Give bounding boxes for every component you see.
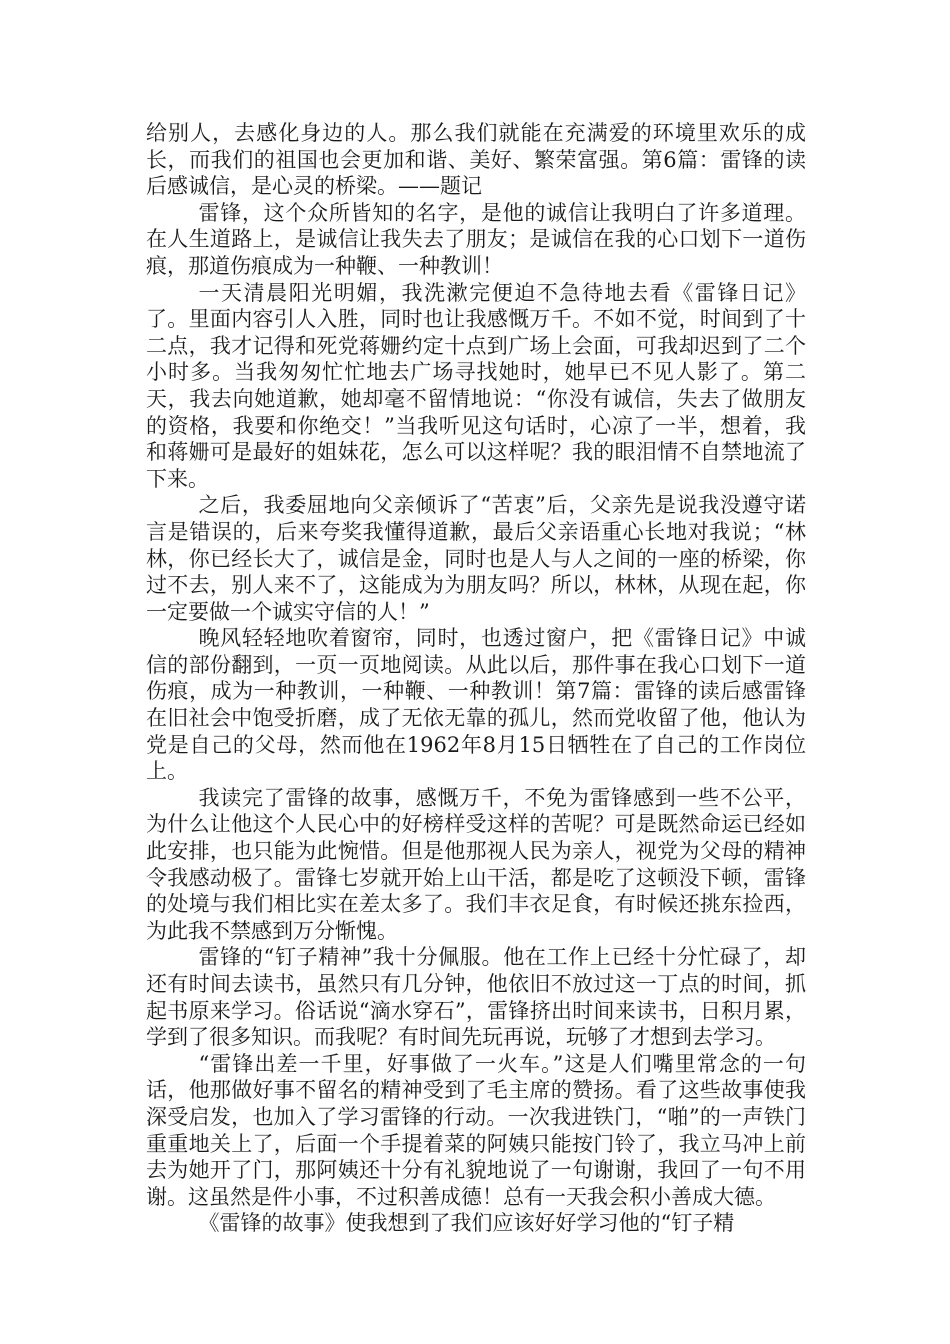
paragraph-continuation: 给别人，去感化身边的人。那么我们就能在充满爱的环境里欢乐的成长，而我们的祖国也会更加和谐、美好、繁荣富强。第6篇：雷锋的读后感诚信，是心灵的桥梁。——题记 — [146, 121, 806, 199]
paragraph: “雷锋出差一千里，好事做了一火车。”这是人们嘴里常念的一句话，他那做好事不留名的精神受到了毛主席的赞扬。看了这些故事使我深受启发，也加入了学习雷锋的行动。一次我进铁门，“啪”的一声铁门重重地关上了，后面一个手提着菜的阿姨只能按门铃了，我立马冲上前去为她开了门，那阿姨还十分有礼貌地说了一句谢谢，我回了一句不用谢。这虽然是件小事，不过积善成德！总有一天我会积小善成大德。 — [146, 1051, 806, 1209]
paragraph: 之后，我委屈地向父亲倾诉了“苦衷”后，父亲先是说我没遵守诺言是错误的，后来夸奖我懂得道歉，最后父亲语重心长地对我说；“林林，你已经长大了，诚信是金，同时也是人与人之间的一座的桥梁，你过不去，别人来不了，这能成为为朋友吗？所以，林林，从现在起，你一定要做一个诚实守信的人！” — [146, 493, 806, 624]
paragraph-truncated: 《雷锋的故事》使我想到了我们应该好好学习他的“钉子精 — [198, 1211, 735, 1236]
paragraph: 一天清晨阳光明媚，我洗漱完便迫不急待地去看《雷锋日记》了。里面内容引人入胜，同时也让我感慨万千。不如不觉，时间到了十二点，我才记得和死党蒋姗约定十点到广场上会面，可我却迟到了二个小时多。当我匆匆忙忙地去广场寻找她时，她早已不见人影了。第二天，我去向她道歉，她却毫不留情地说：“你没有诚信，失去了做朋友的资格，我要和你绝交！”当我听见这句话时，心凉了一半，想着，我和蒋姗可是最好的姐妹花，怎么可以这样呢？我的眼泪情不自禁地流了下来。 — [146, 280, 806, 491]
document-body — [146, 120, 806, 1237]
paragraph: 晚风轻轻地吹着窗帘，同时，也透过窗户，把《雷锋日记》中诚信的部份翻到，一页一页地阅读。从此以后，那件事在我心口划下一道伤痕，成为一种教训，一种鞭、一种教训！第7篇：雷锋的读后感雷锋在旧社会中饱受折磨，成了无依无靠的孤儿，然而党收留了他，他认为党是自己的父母，然而他在1962年8月15日牺牲在了自己的工作岗位上。 — [146, 626, 806, 784]
paragraph: 雷锋，这个众所皆知的名字，是他的诚信让我明白了许多道理。在人生道路上，是诚信让我失去了朋友；是诚信在我的心口划下一道伤痕，那道伤痕成为一种鞭、一种教训！ — [146, 200, 806, 278]
paragraph: 我读完了雷锋的故事，感慨万千，不免为雷锋感到一些不公平，为什么让他这个人民心中的好榜样受这样的苦呢？可是既然命运已经如此安排，也只能为此惋惜。但是他那视人民为亲人，视党为父母的精神令我感动极了。雷锋七岁就开始上山干活，都是吃了这顿没下顿，雷锋的处境与我们相比实在差太多了。我们丰衣足食，有时候还挑东捡西，为此我不禁感到万分惭愧。 — [146, 785, 806, 943]
paragraph: 雷锋的“钉子精神”我十分佩服。他在工作上已经十分忙碌了，却还有时间去读书，虽然只有几分钟，他依旧不放过这一丁点的时间，抓起书原来学习。俗话说“滴水穿石”，雷锋挤出时间来读书，日积月累，学到了很多知识。而我呢？有时间先玩再说，玩够了才想到去学习。 — [146, 945, 806, 1050]
